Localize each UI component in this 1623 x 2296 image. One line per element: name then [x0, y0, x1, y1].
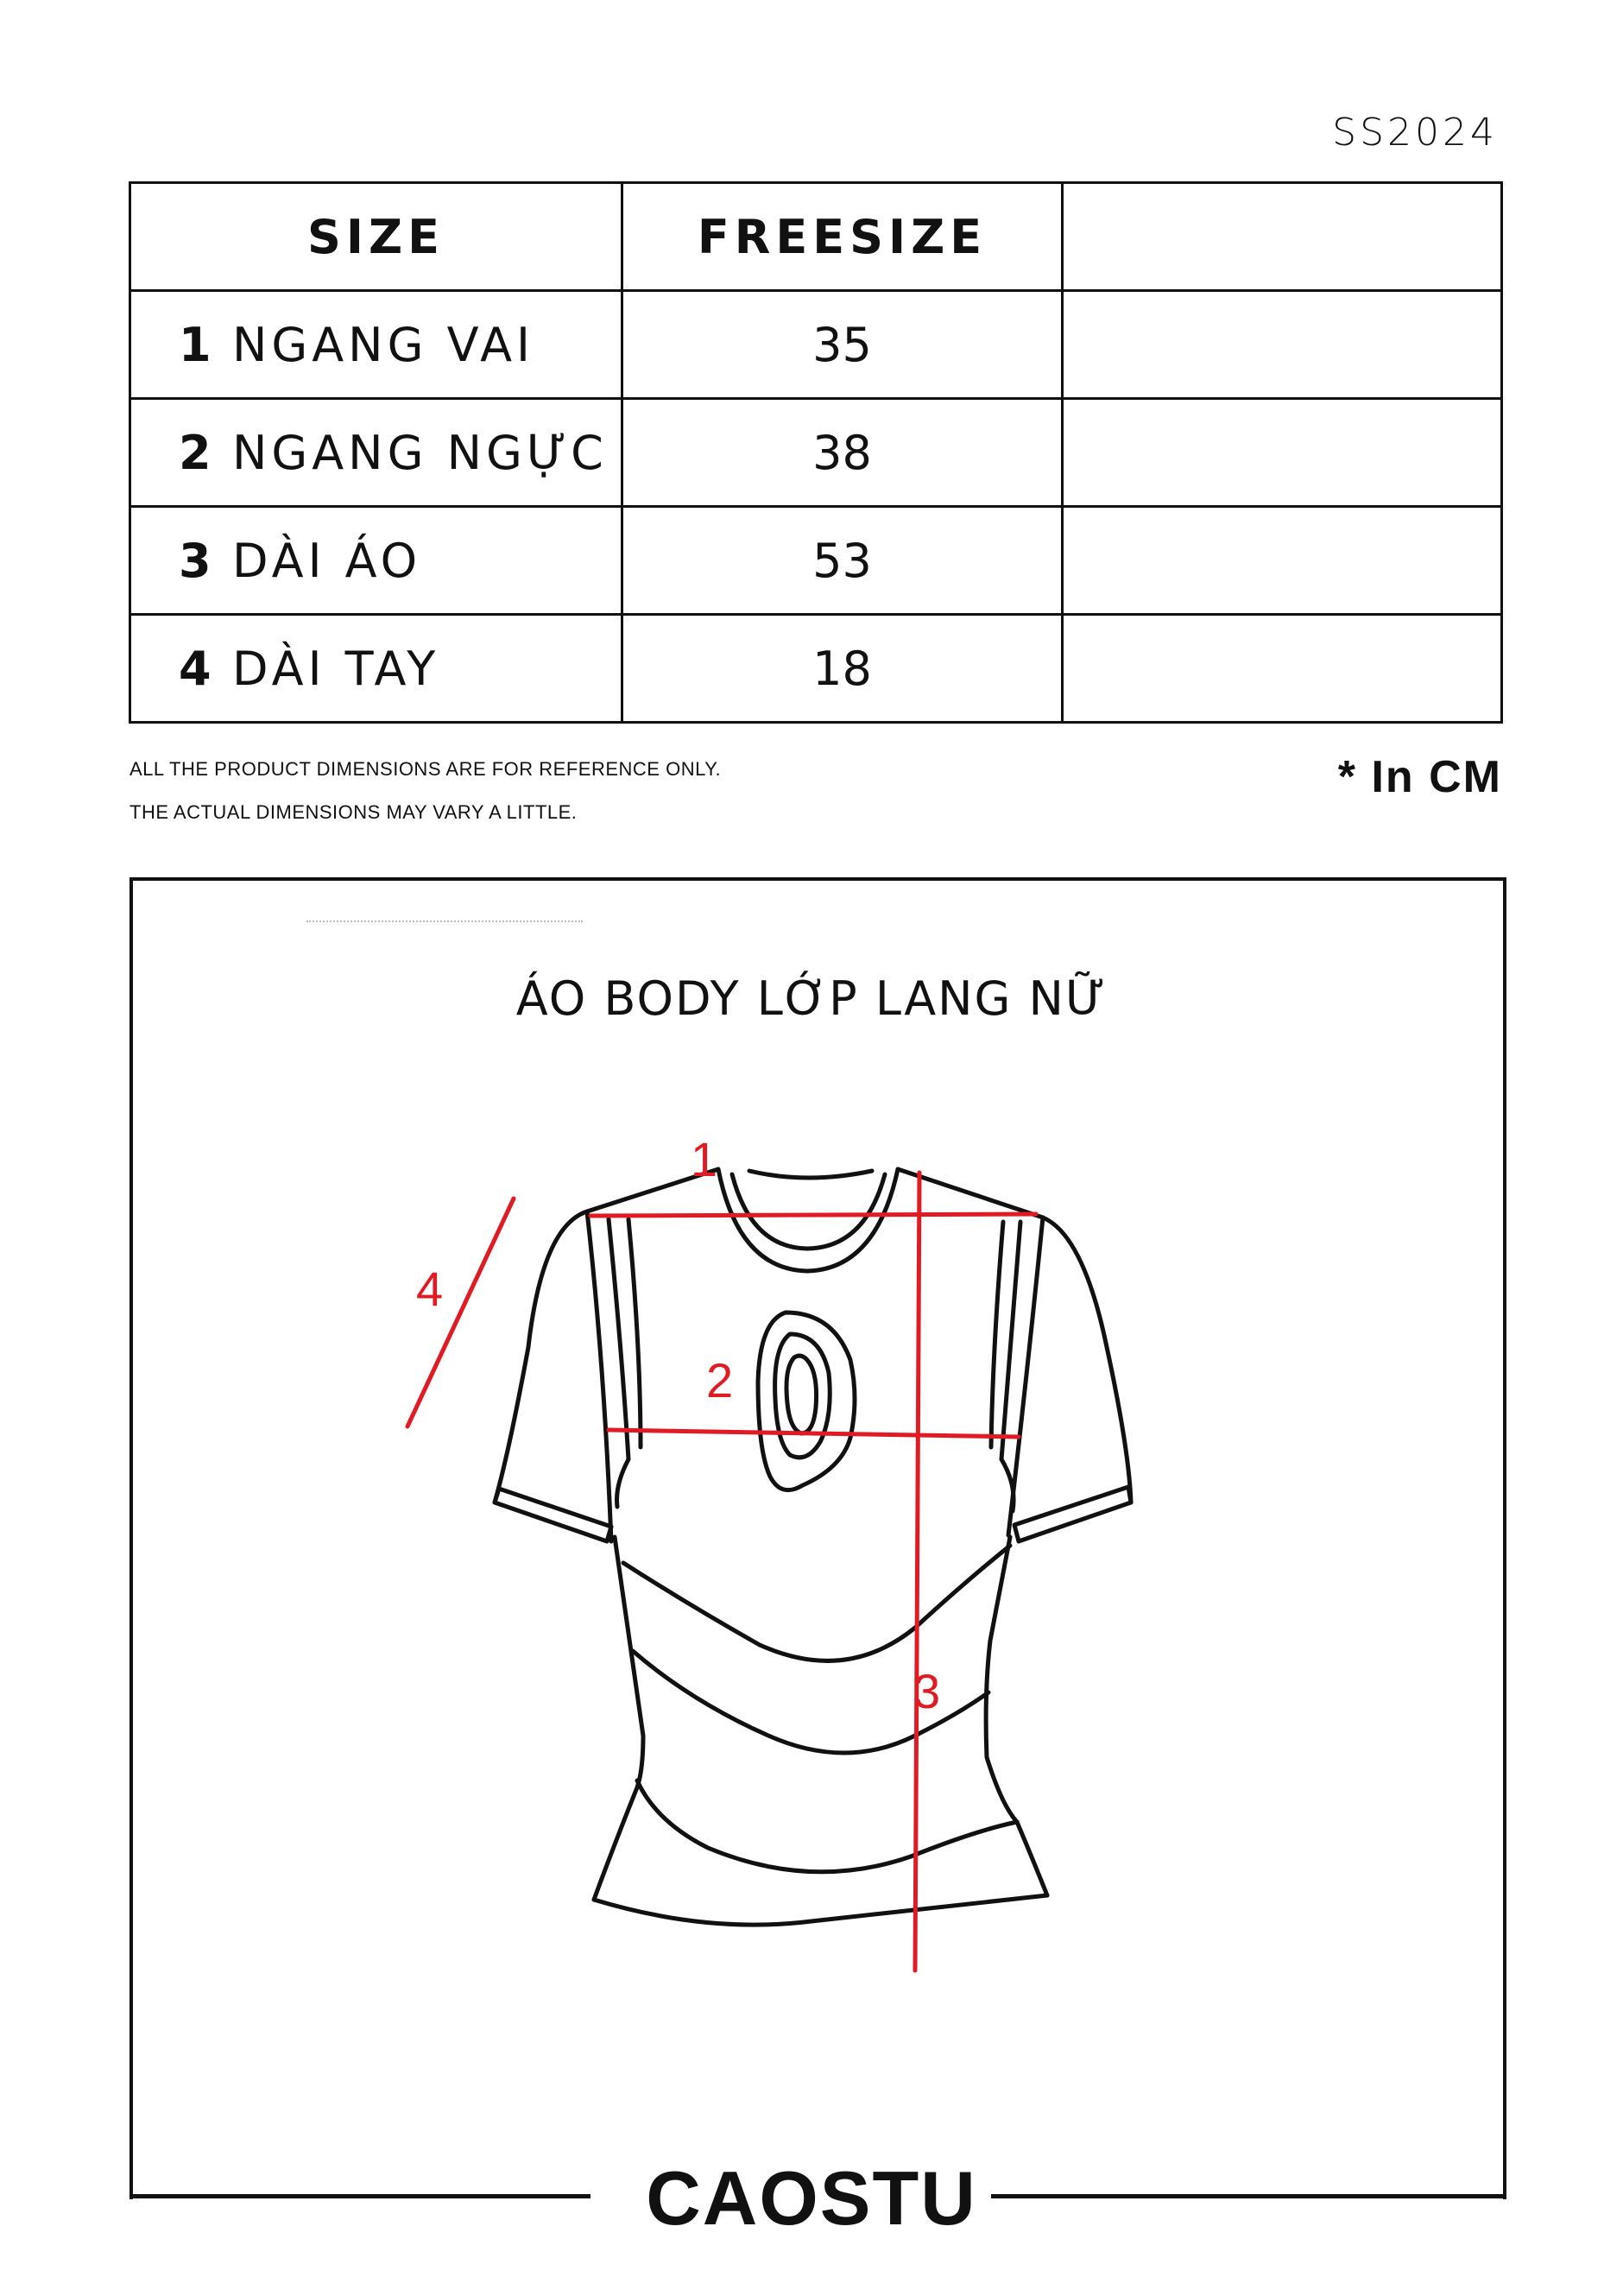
layer-seam-3 — [637, 1781, 1017, 1872]
measure-label: NGANG NGỰC — [232, 425, 608, 480]
disclaimer-line-2: THE ACTUAL DIMENSIONS MAY VARY A LITTLE. — [129, 801, 578, 823]
left-panel-inner2 — [628, 1219, 641, 1447]
disclaimer-line-1: ALL THE PRODUCT DIMENSIONS ARE FOR REFERENCE ONLY. — [129, 758, 722, 780]
left-sleeve-cuff — [495, 1489, 611, 1541]
measure-number: 4 — [179, 641, 216, 696]
measure-number: 2 — [179, 425, 216, 480]
marker-2: 2 — [706, 1353, 734, 1407]
chest-cutout-inner — [786, 1356, 817, 1433]
left-body-side — [594, 1537, 643, 1900]
inner-neckline — [732, 1174, 885, 1249]
left-armhole — [587, 1211, 611, 1541]
marker-1: 1 — [691, 1132, 718, 1186]
brand-name: CAOSTU — [646, 2155, 977, 2241]
left-panel-inner — [609, 1219, 628, 1507]
measure-label: NGANG VAI — [232, 317, 534, 372]
right-panel-inner2 — [991, 1222, 1003, 1447]
outer-neckline — [718, 1169, 898, 1271]
measure-number: 3 — [179, 533, 216, 588]
measure-value: 35 — [622, 291, 1063, 399]
product-title: ÁO BODY LỚP LANG NỮ — [515, 971, 1108, 1026]
right-sleeve-cuff — [1014, 1487, 1131, 1541]
left-sleeve-outer — [495, 1211, 587, 1502]
measure-number: 1 — [179, 317, 216, 372]
header-size: SIZE — [130, 183, 622, 291]
measure-value: 53 — [622, 507, 1063, 615]
shoulder-measure-line — [590, 1214, 1036, 1216]
measure-value: 18 — [622, 615, 1063, 723]
chest-cutout-mid — [775, 1334, 830, 1458]
header-freesize: FREESIZE — [622, 183, 1063, 291]
marker-4: 4 — [416, 1262, 444, 1316]
unit-label: * In CM — [1337, 752, 1502, 802]
chest-measure-line — [609, 1430, 1019, 1437]
layer-seam-1 — [623, 1546, 1010, 1660]
neck-back — [749, 1171, 872, 1178]
marker-3: 3 — [913, 1664, 941, 1718]
right-body-side — [986, 1537, 1047, 1895]
measure-label: DÀI TAY — [232, 641, 440, 696]
season-label: SS2024 — [1332, 111, 1498, 155]
hem — [594, 1895, 1047, 1925]
measure-label: DÀI ÁO — [232, 533, 422, 588]
length-measure-line — [915, 1173, 919, 1970]
right-sleeve-outer — [1043, 1218, 1131, 1502]
measure-value: 38 — [622, 399, 1063, 507]
